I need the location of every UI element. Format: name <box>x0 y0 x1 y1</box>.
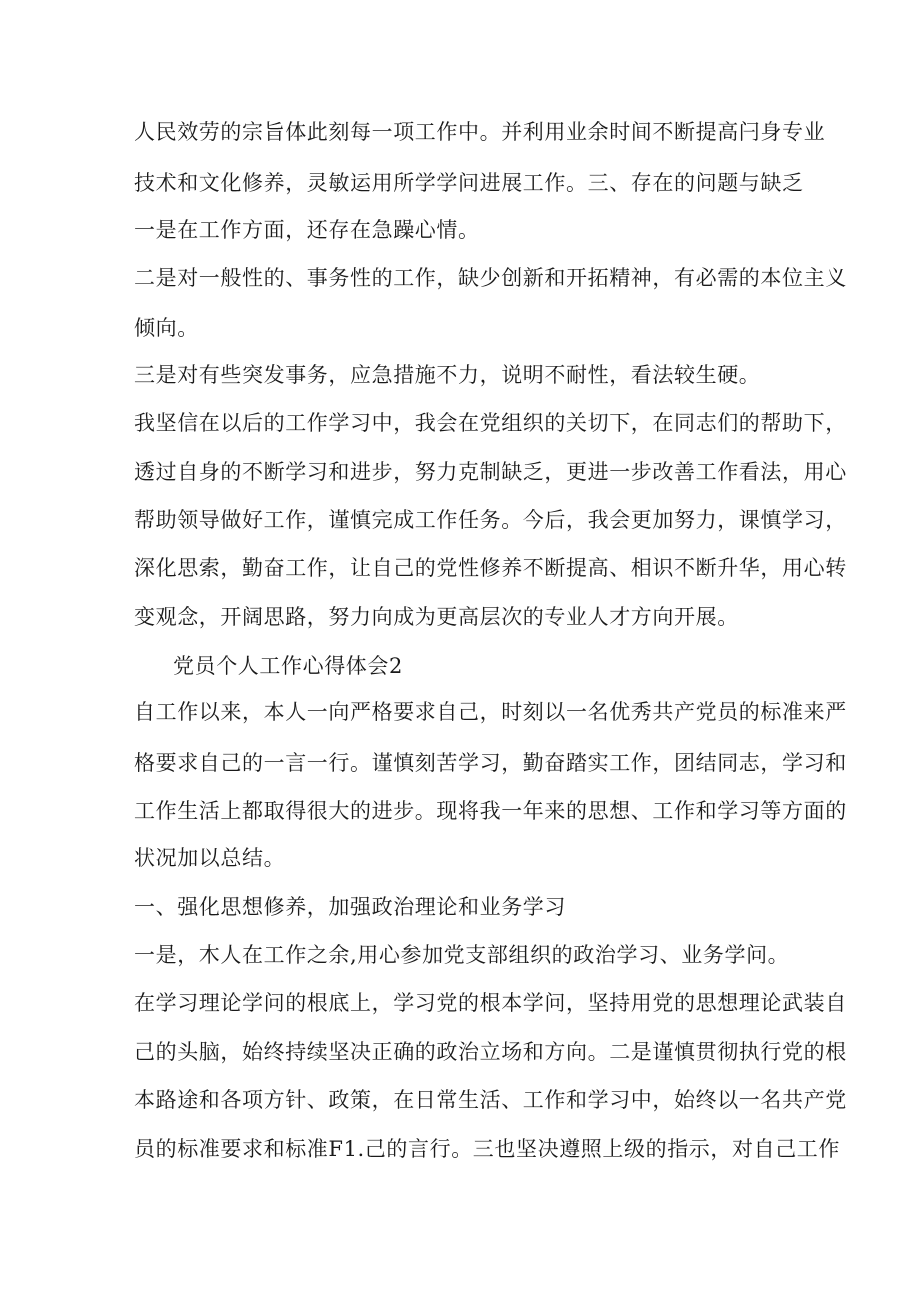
text-line: 一、强化思想修养，加强政治理论和业务学习 <box>134 895 566 919</box>
text-line: 帮助领导做好工作，谨慎完成工作任务。今后，我会更加努力，课慎学习， <box>134 508 847 532</box>
section-heading: 党员个人工作心得体会2 <box>173 654 403 678</box>
text-line: 在学习理论学问的根底上，学习党的根本学问，坚持用党的思想理论武装自 <box>134 991 847 1015</box>
text-line: 深化思索，勤奋工作，让自己的党性修养不断提高、相识不断升华，用心转 <box>134 556 847 580</box>
text-line: 我坚信在以后的工作学习中，我会在党组织的关切下，在同志们的帮助下， <box>134 411 847 435</box>
text-line: 状况加以总结。 <box>134 846 286 870</box>
text-line: 自工作以来，本人一向严格要求自己，时刻以一名优秀共产党员的标准来严 <box>134 700 847 724</box>
text-line: 一是在工作方面，还存在急躁心情。 <box>134 218 480 242</box>
text-line: 一是，木人在工作之余,用心参加党支部组织的政治学习、业务学问。 <box>134 943 790 967</box>
text-line: 二是对一般性的、事务性的工作，缺少创新和开拓精神，有必需的本位主义 <box>134 266 847 290</box>
text-line: 格要求自己的一言一行。谨慎刻苦学习，勤奋踏实工作，团结同志，学习和 <box>134 751 847 775</box>
text-line: 透过自身的不断学习和进步，努力克制缺乏，更进一步改善工作看法，用心 <box>134 460 847 484</box>
text-line: 本路途和各项方针、政策，在日常生活、工作和学习中，始终以一名共产党 <box>134 1088 847 1112</box>
text-line: 工作生活上都取得很大的进步。现将我一年来的思想、工作和学习等方面的 <box>134 799 847 823</box>
text-line: 三是对有些突发事务，应急措施不力，说明不耐性，看法较生硬。 <box>134 363 761 387</box>
text-line: 人民效劳的宗旨体此刻每一项工作中。并利用业余时间不断提高闩身专业 <box>134 120 826 144</box>
text-line: 技术和文化修养，灵敏运用所学学问进展工作。三、存在的问题与缺乏 <box>134 171 804 195</box>
text-line: 员的标准要求和标准F1.己的言行。三也坚决遵照上级的指示，对自己工作 <box>134 1137 841 1161</box>
text-line: 变观念，开阔思路，努力向成为更高层次的专业人才方向开展。 <box>134 605 739 629</box>
text-line: 己的头脑，始终持续坚决正确的政治立场和方向。二是谨慎贯彻执行党的根 <box>134 1040 847 1064</box>
text-line: 倾向。 <box>134 316 199 340</box>
